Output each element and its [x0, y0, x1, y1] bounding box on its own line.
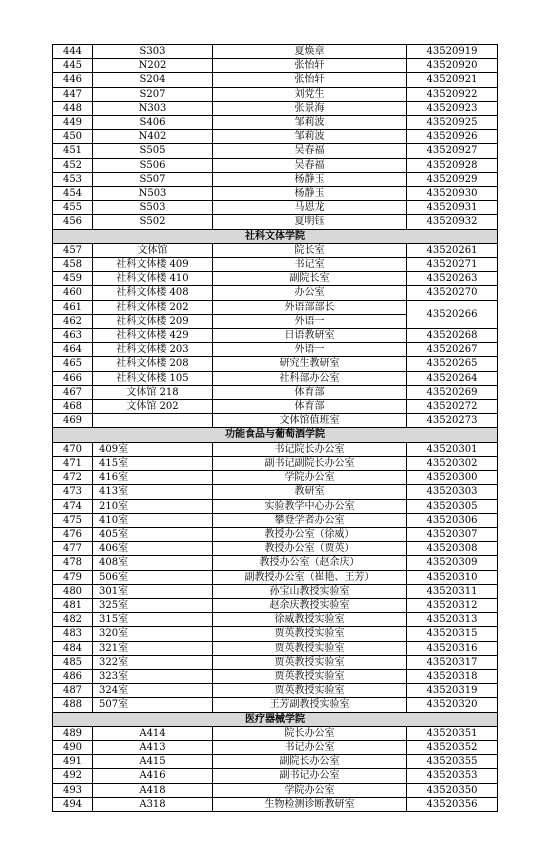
- phone-number: 43520261: [407, 243, 498, 257]
- table-row: [53, 371, 498, 385]
- room-location: 410室: [93, 513, 213, 527]
- phone-number: 43520272: [407, 400, 498, 414]
- row-number: 486: [53, 669, 93, 683]
- office-name: 孙宝山教授实验室: [213, 584, 407, 598]
- table-row: [53, 286, 498, 300]
- office-name: 学院办公室: [213, 471, 407, 485]
- phone-number: 43520266: [407, 300, 498, 328]
- phone-number: 43520268: [407, 329, 498, 343]
- room-location: A415: [93, 755, 213, 769]
- table-row: [53, 740, 498, 754]
- office-name: 邹莉波: [213, 130, 407, 144]
- table-row: [53, 272, 498, 286]
- phone-number: 43520310: [407, 570, 498, 584]
- office-name: 贾英教授实验室: [213, 641, 407, 655]
- table-row: [53, 471, 498, 485]
- phone-number: 43520315: [407, 627, 498, 641]
- office-name: 学院办公室: [213, 783, 407, 797]
- phone-number: 43520319: [407, 684, 498, 698]
- office-name: 夏明钰: [213, 215, 407, 229]
- phone-number: 43520308: [407, 542, 498, 556]
- phone-number: 43520931: [407, 201, 498, 215]
- table-row: [53, 144, 498, 158]
- office-name: 日语教研室: [213, 329, 407, 343]
- room-location: 406室: [93, 542, 213, 556]
- table-row: [53, 456, 498, 470]
- phone-number: 43520930: [407, 187, 498, 201]
- room-location: A413: [93, 740, 213, 754]
- table-row: [53, 783, 498, 797]
- row-number: 472: [53, 471, 93, 485]
- room-location: 社科文体楼 410: [93, 272, 213, 286]
- office-name: 马恩龙: [213, 201, 407, 215]
- office-name: 徐威教授实验室: [213, 613, 407, 627]
- row-number: 457: [53, 243, 93, 257]
- table-row: [53, 130, 498, 144]
- row-number: 467: [53, 385, 93, 399]
- room-location: S406: [93, 116, 213, 130]
- office-name: 书记室: [213, 258, 407, 272]
- office-name: 杨静玉: [213, 187, 407, 201]
- phone-number: 43520309: [407, 556, 498, 570]
- room-location: 413室: [93, 485, 213, 499]
- row-number: 483: [53, 627, 93, 641]
- row-number: 471: [53, 456, 93, 470]
- room-location: 507室: [93, 698, 213, 712]
- room-location: S207: [93, 87, 213, 101]
- row-number: 447: [53, 87, 93, 101]
- row-number: 493: [53, 783, 93, 797]
- office-name: 贾英教授实验室: [213, 655, 407, 669]
- table-row: [53, 442, 498, 456]
- section-title: 功能食品与葡萄酒学院: [53, 428, 498, 442]
- room-location: N303: [93, 101, 213, 115]
- row-number: 468: [53, 400, 93, 414]
- phone-number: 43520925: [407, 116, 498, 130]
- office-name: 赵余庆教授实验室: [213, 598, 407, 612]
- section-header-row: [53, 428, 498, 442]
- table-row: [53, 584, 498, 598]
- office-name: 副院长室: [213, 272, 407, 286]
- table-row: [53, 414, 498, 428]
- office-name: 攀登学者办公室: [213, 513, 407, 527]
- room-location: 社科文体楼 203: [93, 343, 213, 357]
- table-row: [53, 87, 498, 101]
- phone-number: 43520919: [407, 45, 498, 59]
- room-location: 325室: [93, 598, 213, 612]
- table-row: [53, 258, 498, 272]
- room-location: 408室: [93, 556, 213, 570]
- phone-number: 43520303: [407, 485, 498, 499]
- office-name: 教研室: [213, 485, 407, 499]
- office-name: 贾英教授实验室: [213, 627, 407, 641]
- row-number: 450: [53, 130, 93, 144]
- phone-number: 43520265: [407, 357, 498, 371]
- phone-number: 43520920: [407, 59, 498, 73]
- row-number: 470: [53, 442, 93, 456]
- row-number: 494: [53, 797, 93, 811]
- row-number: 460: [53, 286, 93, 300]
- phone-number: 43520316: [407, 641, 498, 655]
- room-location: 415室: [93, 456, 213, 470]
- phone-number: 43520926: [407, 130, 498, 144]
- row-number: 452: [53, 158, 93, 172]
- room-location: 社科文体楼 208: [93, 357, 213, 371]
- office-name: 杨静玉: [213, 172, 407, 186]
- room-location: S503: [93, 201, 213, 215]
- phone-number: 43520351: [407, 726, 498, 740]
- row-number: 451: [53, 144, 93, 158]
- office-name: 体育部: [213, 400, 407, 414]
- table-row: [53, 627, 498, 641]
- phone-number: 43520355: [407, 755, 498, 769]
- phone-number: 43520307: [407, 527, 498, 541]
- phone-number: 43520927: [407, 144, 498, 158]
- phone-number: 43520267: [407, 343, 498, 357]
- office-name: 研究生教研室: [213, 357, 407, 371]
- table-row: [53, 343, 498, 357]
- table-row: [53, 527, 498, 541]
- office-name: 社科部办公室: [213, 371, 407, 385]
- office-name: 院长室: [213, 243, 407, 257]
- row-number: 465: [53, 357, 93, 371]
- office-name: 贾英教授实验室: [213, 684, 407, 698]
- table-row: [53, 158, 498, 172]
- table-row: [53, 116, 498, 130]
- phone-number: 43520922: [407, 87, 498, 101]
- row-number: 464: [53, 343, 93, 357]
- room-location: 社科文体楼 202: [93, 300, 213, 314]
- table-row: [53, 726, 498, 740]
- row-number: 469: [53, 414, 93, 428]
- row-number: 448: [53, 101, 93, 115]
- row-number: 482: [53, 613, 93, 627]
- office-name: 王芳副教授实验室: [213, 698, 407, 712]
- row-number: 477: [53, 542, 93, 556]
- room-location: N503: [93, 187, 213, 201]
- table-row: [53, 243, 498, 257]
- row-number: 480: [53, 584, 93, 598]
- room-location: S204: [93, 73, 213, 87]
- office-name: 副书记办公室: [213, 769, 407, 783]
- phone-number: 43520306: [407, 513, 498, 527]
- phone-directory-table: [52, 44, 498, 812]
- office-name: 夏焕章: [213, 45, 407, 59]
- table-row: [53, 499, 498, 513]
- row-number: 466: [53, 371, 93, 385]
- phone-number: 43520353: [407, 769, 498, 783]
- row-number: 446: [53, 73, 93, 87]
- room-location: [93, 414, 213, 428]
- table-row: [53, 329, 498, 343]
- table-row: [53, 669, 498, 683]
- table-row: [53, 570, 498, 584]
- room-location: 文体馆: [93, 243, 213, 257]
- office-name: 外语部部长: [213, 300, 407, 314]
- phone-directory-sheet: [52, 44, 497, 812]
- table-row: [53, 755, 498, 769]
- office-name: 副书记副院长办公室: [213, 456, 407, 470]
- table-row: [53, 542, 498, 556]
- phone-number: 43520305: [407, 499, 498, 513]
- office-name: 吴春福: [213, 158, 407, 172]
- office-name: 书记院长办公室: [213, 442, 407, 456]
- office-name: 副院长办公室: [213, 755, 407, 769]
- phone-number: 43520270: [407, 286, 498, 300]
- phone-number: 43520301: [407, 442, 498, 456]
- section-header-row: [53, 229, 498, 243]
- row-number: 484: [53, 641, 93, 655]
- phone-number: 43520263: [407, 272, 498, 286]
- room-location: 506室: [93, 570, 213, 584]
- room-location: N402: [93, 130, 213, 144]
- row-number: 475: [53, 513, 93, 527]
- office-name: 副教授办公室（崔艳、王芳）: [213, 570, 407, 584]
- row-number: 485: [53, 655, 93, 669]
- office-name: 刘党生: [213, 87, 407, 101]
- row-number: 478: [53, 556, 93, 570]
- office-name: 办公室: [213, 286, 407, 300]
- room-location: 210室: [93, 499, 213, 513]
- phone-number: 43520317: [407, 655, 498, 669]
- office-name: 张景海: [213, 101, 407, 115]
- phone-number: 43520932: [407, 215, 498, 229]
- row-number: 444: [53, 45, 93, 59]
- phone-number: 43520271: [407, 258, 498, 272]
- row-number: 463: [53, 329, 93, 343]
- row-number: 479: [53, 570, 93, 584]
- table-row: [53, 598, 498, 612]
- room-location: 社科文体楼 209: [93, 314, 213, 328]
- row-number: 449: [53, 116, 93, 130]
- table-row: [53, 613, 498, 627]
- office-name: 张怡轩: [213, 73, 407, 87]
- table-row: [53, 357, 498, 371]
- office-name: 实验教学中心办公室: [213, 499, 407, 513]
- phone-number: 43520929: [407, 172, 498, 186]
- room-location: A318: [93, 797, 213, 811]
- row-number: 445: [53, 59, 93, 73]
- table-row: [53, 300, 498, 314]
- office-name: 贾英教授实验室: [213, 669, 407, 683]
- room-location: 文体馆 202: [93, 400, 213, 414]
- table-row: [53, 513, 498, 527]
- phone-number: 43520311: [407, 584, 498, 598]
- row-number: 490: [53, 740, 93, 754]
- phone-number: 43520921: [407, 73, 498, 87]
- directory-body: [53, 45, 498, 812]
- row-number: 455: [53, 201, 93, 215]
- phone-number: 43520318: [407, 669, 498, 683]
- table-row: [53, 797, 498, 811]
- row-number: 458: [53, 258, 93, 272]
- table-row: [53, 201, 498, 215]
- room-location: 社科文体楼 429: [93, 329, 213, 343]
- row-number: 462: [53, 314, 93, 328]
- room-location: 320室: [93, 627, 213, 641]
- table-row: [53, 59, 498, 73]
- room-location: S507: [93, 172, 213, 186]
- room-location: A418: [93, 783, 213, 797]
- office-name: 院长办公室: [213, 726, 407, 740]
- table-row: [53, 698, 498, 712]
- table-row: [53, 655, 498, 669]
- section-title: 社科文体学院: [53, 229, 498, 243]
- room-location: S303: [93, 45, 213, 59]
- row-number: 456: [53, 215, 93, 229]
- phone-number: 43520302: [407, 456, 498, 470]
- table-row: [53, 45, 498, 59]
- row-number: 481: [53, 598, 93, 612]
- room-location: 301室: [93, 584, 213, 598]
- table-row: [53, 684, 498, 698]
- row-number: 459: [53, 272, 93, 286]
- table-row: [53, 485, 498, 499]
- row-number: 461: [53, 300, 93, 314]
- table-row: [53, 556, 498, 570]
- phone-number: 43520356: [407, 797, 498, 811]
- table-row: [53, 400, 498, 414]
- row-number: 491: [53, 755, 93, 769]
- room-location: 社科文体楼 105: [93, 371, 213, 385]
- room-location: A416: [93, 769, 213, 783]
- table-row: [53, 641, 498, 655]
- office-name: 教授办公室（徐威）: [213, 527, 407, 541]
- phone-number: 43520312: [407, 598, 498, 612]
- row-number: 489: [53, 726, 93, 740]
- table-row: [53, 172, 498, 186]
- room-location: N202: [93, 59, 213, 73]
- office-name: 书记办公室: [213, 740, 407, 754]
- room-location: 321室: [93, 641, 213, 655]
- room-location: 405室: [93, 527, 213, 541]
- office-name: 体育部: [213, 385, 407, 399]
- room-location: 社科文体楼 409: [93, 258, 213, 272]
- office-name: 生物检测诊断教研室: [213, 797, 407, 811]
- office-name: 教授办公室（贾英）: [213, 542, 407, 556]
- phone-number: 43520313: [407, 613, 498, 627]
- table-row: [53, 769, 498, 783]
- row-number: 454: [53, 187, 93, 201]
- phone-number: 43520273: [407, 414, 498, 428]
- table-row: [53, 101, 498, 115]
- room-location: 315室: [93, 613, 213, 627]
- row-number: 476: [53, 527, 93, 541]
- table-row: [53, 385, 498, 399]
- room-location: S506: [93, 158, 213, 172]
- office-name: 教授办公室（赵余庆）: [213, 556, 407, 570]
- phone-number: 43520350: [407, 783, 498, 797]
- office-name: 邹莉波: [213, 116, 407, 130]
- room-location: 324室: [93, 684, 213, 698]
- phone-number: 43520320: [407, 698, 498, 712]
- office-name: 文体馆值班室: [213, 414, 407, 428]
- office-name: 张怡轩: [213, 59, 407, 73]
- phone-number: 43520300: [407, 471, 498, 485]
- phone-number: 43520264: [407, 371, 498, 385]
- office-name: 吴春福: [213, 144, 407, 158]
- room-location: S502: [93, 215, 213, 229]
- room-location: 416室: [93, 471, 213, 485]
- phone-number: 43520352: [407, 740, 498, 754]
- office-name: 外语一: [213, 343, 407, 357]
- row-number: 453: [53, 172, 93, 186]
- row-number: 488: [53, 698, 93, 712]
- section-header-row: [53, 712, 498, 726]
- office-name: 外语一: [213, 314, 407, 328]
- room-location: 323室: [93, 669, 213, 683]
- table-row: [53, 73, 498, 87]
- room-location: 社科文体楼 408: [93, 286, 213, 300]
- row-number: 492: [53, 769, 93, 783]
- room-location: A414: [93, 726, 213, 740]
- section-title: 医疗器械学院: [53, 712, 498, 726]
- table-row: [53, 187, 498, 201]
- room-location: 409室: [93, 442, 213, 456]
- phone-number: 43520928: [407, 158, 498, 172]
- row-number: 487: [53, 684, 93, 698]
- phone-number: 43520923: [407, 101, 498, 115]
- row-number: 474: [53, 499, 93, 513]
- table-row: [53, 215, 498, 229]
- room-location: 322室: [93, 655, 213, 669]
- phone-number: 43520269: [407, 385, 498, 399]
- room-location: S505: [93, 144, 213, 158]
- row-number: 473: [53, 485, 93, 499]
- room-location: 文体馆 218: [93, 385, 213, 399]
